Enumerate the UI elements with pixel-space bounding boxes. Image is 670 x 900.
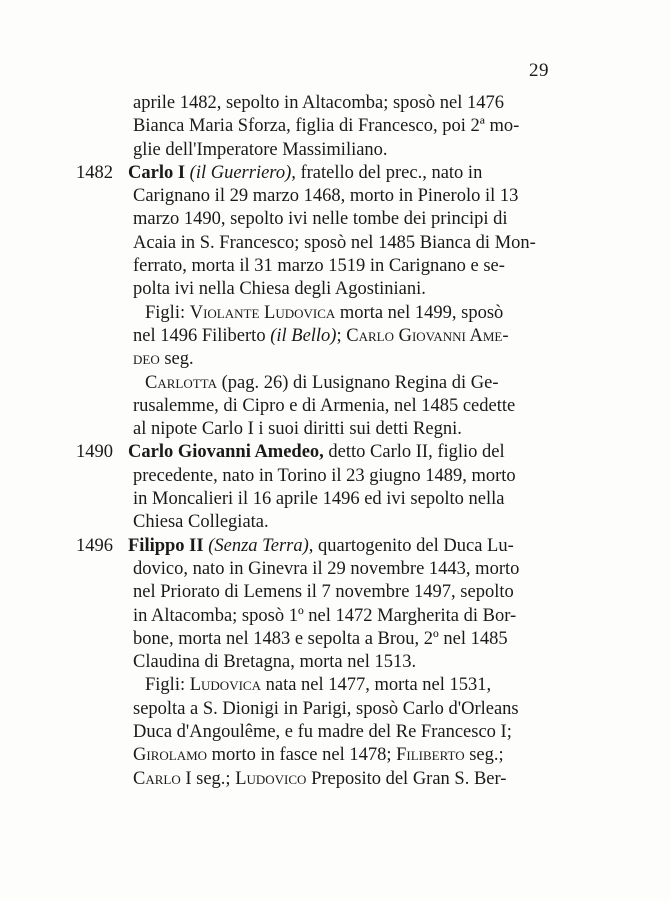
- text-span: seg.: [159, 349, 194, 370]
- entry-name: Carlo I: [128, 162, 186, 183]
- smallcaps-name: Carlo Giovanni Ame-: [346, 325, 509, 346]
- text-line: bone, morta nel 1483 e sepolta a Brou, 2º nel 1485: [133, 628, 508, 649]
- text-line: sepolta a S. Dionigi in Parigi, sposò Carlo d'Orleans: [133, 698, 519, 719]
- smallcaps-name: Carlotta: [145, 372, 217, 393]
- text-line: in Altacomba; sposò 1º nel 1472 Margherita di Bor-: [133, 605, 517, 626]
- entry-heading-carlo-giovanni-amedeo: [76, 441, 551, 464]
- text-line: Bianca Maria Sforza, figlia di Francesco, poi 2ª mo-: [133, 116, 520, 137]
- text-span: (pag. 26) di Lusignano Regina di Ge-: [216, 372, 499, 393]
- children-line: [76, 768, 551, 791]
- text-span: morta nel 1499, sposò: [335, 302, 504, 323]
- text-line: ferrato, morta il 31 marzo 1519 in Carignano e se-: [133, 256, 505, 277]
- text-span: ;: [336, 325, 347, 346]
- note-line: [76, 372, 551, 395]
- entry-epithet: (il Guerriero),: [189, 162, 296, 183]
- entry-epithet: (Senza Terra): [208, 535, 309, 556]
- entry-year: 1482: [76, 162, 113, 183]
- text-line: nel Priorato di Lemens il 7 novembre 1497, sepolto: [133, 582, 514, 603]
- text-line: dovico, nato in Ginevra il 29 novembre 1443, morto: [133, 558, 520, 579]
- text-line: Carignano il 29 marzo 1468, morto in Pinerolo il 13: [133, 186, 519, 207]
- text-span: seg.;: [464, 745, 504, 766]
- children-line: [76, 302, 551, 325]
- text-line: polta ivi nella Chiesa degli Agostiniani.: [133, 279, 426, 300]
- text-line: in Moncalieri il 16 aprile 1496 ed ivi sepolto nella: [133, 489, 505, 510]
- text-span: nel 1496 Filiberto: [133, 325, 271, 346]
- text-span: Figli:: [145, 302, 190, 323]
- text-span: Preposito del Gran S. Ber-: [306, 768, 507, 789]
- text-line: rusalemme, di Cipro e di Armenia, nel 1485 cedette: [133, 395, 516, 416]
- smallcaps-name: Ludovico: [235, 768, 307, 789]
- text-line: al nipote Carlo I i suoi diritti sui detti Regni.: [133, 419, 462, 440]
- text-line: glie dell'Imperatore Massimiliano.: [133, 139, 388, 160]
- entry-year: 1496: [76, 535, 113, 556]
- text-span: seg.;: [191, 768, 236, 789]
- entry-text: detto Carlo II, figlio del: [323, 442, 505, 463]
- entry-name: Filippo II: [128, 535, 204, 556]
- children-line: [76, 348, 551, 371]
- entry-name: Carlo Giovanni Amedeo,: [128, 442, 324, 463]
- text-line: marzo 1490, sepolto ivi nelle tombe dei principi di: [133, 209, 508, 230]
- page-number: 29: [529, 60, 549, 81]
- text-span: Figli:: [145, 675, 190, 696]
- text-line: Chiesa Collegiata.: [133, 512, 269, 533]
- entry-heading-carlo-i: [76, 162, 551, 185]
- text-span: morto in fasce nel 1478;: [207, 745, 397, 766]
- smallcaps-name: Carlo I: [133, 768, 192, 789]
- page-body: [76, 92, 551, 791]
- smallcaps-name: deo: [133, 349, 160, 370]
- entry-text: fratello del prec., nato in: [295, 162, 483, 183]
- text-line: precedente, nato in Torino il 23 giugno 1489, morto: [133, 465, 516, 486]
- children-line: [76, 744, 551, 767]
- text-line: Acaia in S. Francesco; sposò nel 1485 Bianca di Mon-: [133, 232, 536, 253]
- text-span: nata nel 1477, morta nel 1531,: [260, 675, 492, 696]
- children-line: [76, 674, 551, 697]
- smallcaps-name: Violante Ludovica: [189, 302, 336, 323]
- text-line: Claudina di Bretagna, morta nel 1513.: [133, 652, 417, 673]
- entry-heading-filippo-ii: [76, 535, 551, 558]
- text-line: Duca d'Angoulême, e fu madre del Re Francesco I;: [133, 722, 512, 743]
- entry-year: 1490: [76, 442, 113, 463]
- smallcaps-name: Girolamo: [133, 745, 208, 766]
- smallcaps-name: Filiberto: [396, 745, 465, 766]
- smallcaps-name: Ludovica: [189, 675, 261, 696]
- children-line: [76, 325, 551, 348]
- italic-epithet: (il Bello): [270, 325, 337, 346]
- entry-text: , quartogenito del Duca Lu-: [308, 535, 514, 556]
- text-line: aprile 1482, sepolto in Altacomba; sposò nel 1476: [133, 93, 504, 113]
